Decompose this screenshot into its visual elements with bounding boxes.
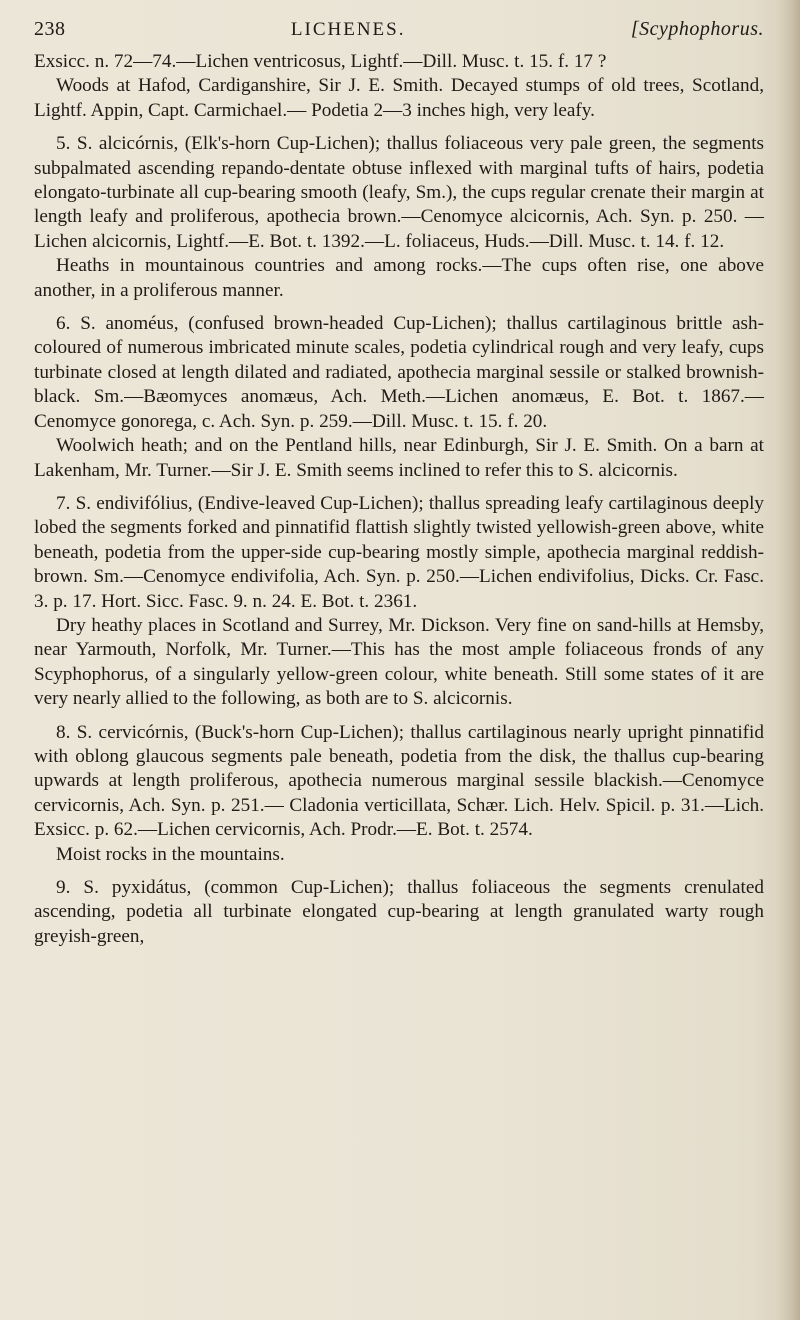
page-body	[34, 50, 764, 949]
species-entry-5: 5. S. alcicórnis, (Elk's-horn Cup-Lichen); thallus foliaceous very pale green, the segments subpalmated ascending repando-dentate obtuse inflexed with marginal tufts of hairs, podetia elongato-turbinate all cup-bearing smooth (leafy, Sm.), the cups regular crenate their margin at length leafy and proliferous, apothecia brown.—Cenomyce alcicornis, Ach. Syn. p. 250. —Lichen alcicornis, Lightf.—E. Bot. t. 1392.—L. foliaceus, Huds.—Dill. Musc. t. 14. f. 12.	[34, 133, 764, 252]
exsiccata-line: Exsicc. n. 72—74.—Lichen ventricosus, Lightf.—Dill. Musc. t. 15. f. 17 ?	[34, 51, 607, 72]
page-edge-shadow	[778, 0, 800, 1320]
section-title: [Scyphophorus.	[630, 18, 764, 40]
habitat-note: Dry heathy places in Scotland and Surrey, Mr. Dickson. Very fine on sand-hills at Hemsby, near Yarmouth, Norfolk, Mr. Turner.—This has the most ample foliaceous fronds of any Scyphophorus, of a singularly yellow-green colour, white beneath. Still some states of it are very nearly allied to the following, as both are to S. alcicornis.	[34, 614, 764, 710]
species-entry-8: 8. S. cervicórnis, (Buck's-horn Cup-Lichen); thallus cartilaginous nearly upright pinnatifid with oblong glaucous segments pale beneath, podetia from the disk, the thallus cup-bearing upwards at length proliferous, apothecia numerous marginal sessile blackish.—Cenomyce cervicornis, Ach. Syn. p. 251.— Cladonia verticillata, Schær. Lich. Helv. Spicil. p. 31.—Lich. Exsicc. p. 62.—Lichen cervicornis, Ach. Prodr.—E. Bot. t. 2574.	[34, 721, 764, 841]
species-entry-6: 6. S. anoméus, (confused brown-headed Cup-Lichen); thallus cartilaginous brittle ash-coloured of numerous imbricated minute scales, podetia cylindrical rough and very leafy, cups turbinate closed at length dilated and radiated, apothecia marginal sessile or stalked brownish-black. Sm.—Bæomyces anomæus, Ach. Meth.—Lichen anomæus, E. Bot. t. 1867.—Cenomyce gonorega, c. Ach. Syn. p. 259.—Dill. Musc. t. 15. f. 20.	[34, 313, 764, 432]
habitat-note: Heaths in mountainous countries and among rocks.—The cups often rise, one above another, in a proliferous manner.	[34, 255, 764, 301]
habitat-note: Woolwich heath; and on the Pentland hills, near Edinburgh, Sir J. E. Smith. On a barn at Lakenham, Mr. Turner.—Sir J. E. Smith seems inclined to refer this to S. alcicornis.	[34, 435, 764, 481]
running-title: LICHENES.	[290, 19, 406, 40]
habitat-note: Moist rocks in the mountains.	[56, 843, 285, 865]
species-entry-9: 9. S. pyxidátus, (common Cup-Lichen); thallus foliaceous the segments crenulated ascending, podetia all turbinate elongated cup-bearing at length granulated warty rough greyish-green,	[34, 877, 764, 947]
habitat-note: Woods at Hafod, Cardiganshire, Sir J. E. Smith. Decayed stumps of old trees, Scotland, Lightf. Appin, Capt. Carmichael.— Podetia 2—3 inches high, very leafy.	[34, 75, 764, 121]
page-number: 238	[34, 18, 66, 40]
species-entry-7: 7. S. endivifólius, (Endive-leaved Cup-Lichen); thallus spreading leafy cartilaginous deeply lobed the segments forked and pinnatifid flattish slightly twisted yellowish-green above, white beneath, podetia from the upper-side cup-bearing mostly simple, apothecia marginal reddish-brown. Sm.—Cenomyce endivifolia, Ach. Syn. p. 250.—Lichen endivifolius, Dicks. Cr. Fasc. 3. p. 17. Hort. Sicc. Fasc. 9. n. 24. E. Bot. t. 2361.	[34, 492, 764, 612]
running-header	[34, 18, 764, 48]
